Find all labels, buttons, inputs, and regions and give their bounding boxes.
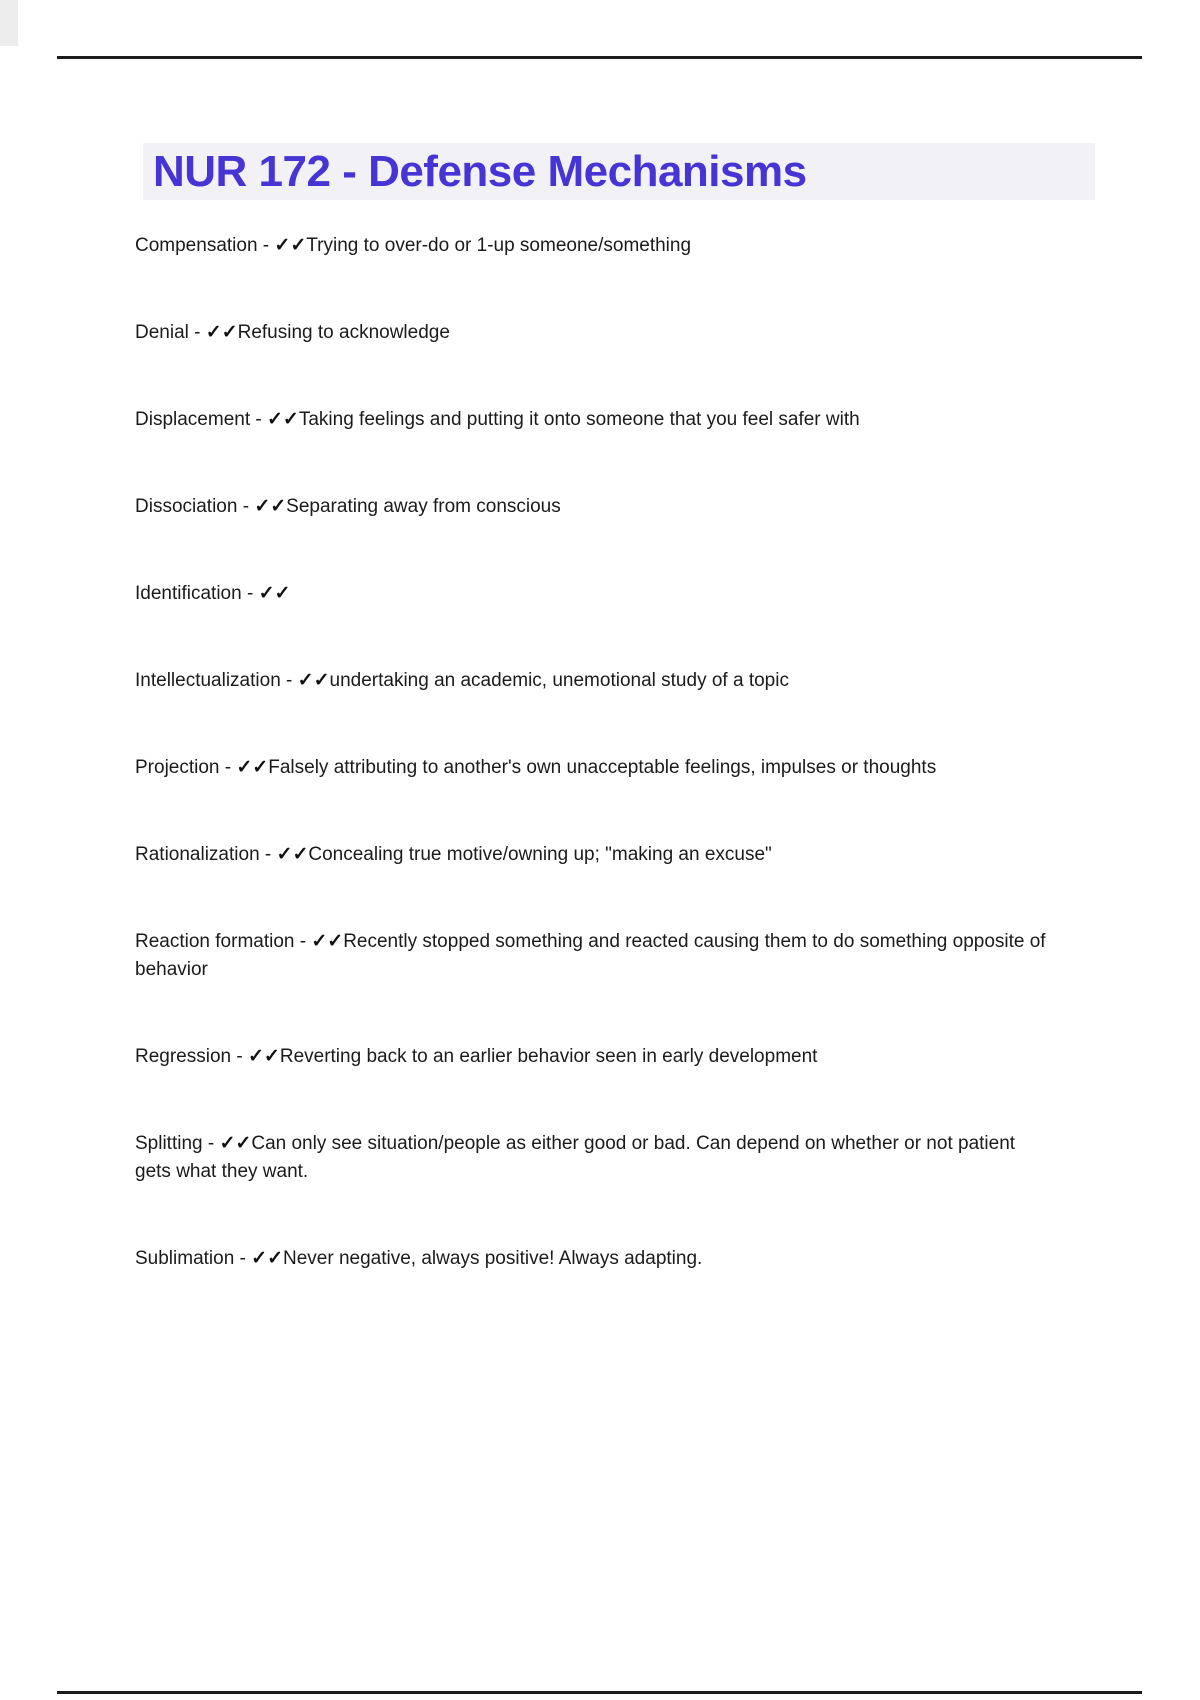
checkmarks: ✓✓: [205, 322, 238, 343]
separator: -: [280, 670, 298, 691]
list-item-projection: [135, 754, 1055, 782]
list-item-rationalization: [135, 841, 1055, 869]
term: Regression: [135, 1046, 232, 1067]
definition: Separating away from conscious: [286, 496, 561, 517]
separator: -: [202, 1133, 220, 1154]
definition: Never negative, always positive! Always adapting.: [283, 1248, 703, 1269]
list-item-identification: [135, 580, 1055, 608]
list-item-regression: [135, 1043, 1055, 1071]
separator: -: [231, 1046, 248, 1067]
definition-list: [135, 232, 1055, 1273]
term: Sublimation: [135, 1248, 235, 1269]
term: Compensation: [135, 235, 258, 256]
definition: Reverting back to an earlier behavior seen in early development: [279, 1046, 818, 1067]
checkmarks: ✓✓: [248, 1046, 280, 1067]
term: Dissociation: [135, 496, 238, 517]
list-item-dissociation: [135, 493, 1055, 521]
separator: -: [250, 409, 267, 430]
page-title: NUR 172 - Defense Mechanisms: [143, 143, 1095, 200]
checkmarks: ✓✓: [219, 1133, 252, 1154]
list-item-denial: [135, 319, 1055, 347]
definition: Falsely attributing to another's own unacceptable feelings, impulses or thoughts: [268, 757, 937, 778]
definition: Recently stopped something and reacted causing them to do something opposite of behavior: [135, 931, 1046, 980]
separator: -: [219, 757, 237, 778]
term: Identification: [135, 583, 242, 604]
definition: Trying to over-do or 1-up someone/something: [306, 235, 692, 256]
term: Displacement: [135, 409, 251, 430]
list-item-compensation: [135, 232, 1055, 260]
term: Denial: [135, 322, 189, 343]
separator: -: [294, 931, 312, 952]
term: Rationalization: [135, 844, 260, 865]
separator: -: [241, 583, 259, 604]
term: Reaction formation: [135, 931, 295, 952]
checkmarks: ✓✓: [297, 670, 330, 691]
term: Splitting: [135, 1133, 203, 1154]
list-item-reaction-formation: [135, 928, 1055, 984]
checkmarks: ✓✓: [311, 931, 344, 952]
definition: Can only see situation/people as either good or bad. Can depend on whether or not patient gets what they want.: [135, 1133, 1016, 1182]
term: Projection: [135, 757, 220, 778]
definition: undertaking an academic, unemotional study of a topic: [329, 670, 789, 691]
term: Intellectualization: [135, 670, 281, 691]
checkmarks: ✓✓: [276, 844, 309, 865]
bottom-rule: [57, 1691, 1142, 1694]
list-item-displacement: [135, 406, 1055, 434]
list-item-intellectualization: [135, 667, 1055, 695]
list-item-sublimation: [135, 1245, 1055, 1273]
checkmarks: ✓✓: [251, 1248, 284, 1269]
separator: -: [259, 844, 277, 865]
checkmarks: ✓✓: [254, 496, 287, 517]
separator: -: [234, 1248, 252, 1269]
list-item-splitting: [135, 1130, 1055, 1186]
checkmarks: ✓✓: [267, 409, 299, 430]
separator: -: [188, 322, 206, 343]
checkmarks: ✓✓: [274, 235, 307, 256]
separator: -: [237, 496, 255, 517]
definition: Concealing true motive/owning up; "making an excuse": [308, 844, 772, 865]
definition: Taking feelings and putting it onto someone that you feel safer with: [298, 409, 860, 430]
separator: -: [257, 235, 275, 256]
definition: Refusing to acknowledge: [237, 322, 450, 343]
checkmarks: ✓✓: [236, 757, 269, 778]
checkmarks: ✓✓: [258, 583, 291, 604]
